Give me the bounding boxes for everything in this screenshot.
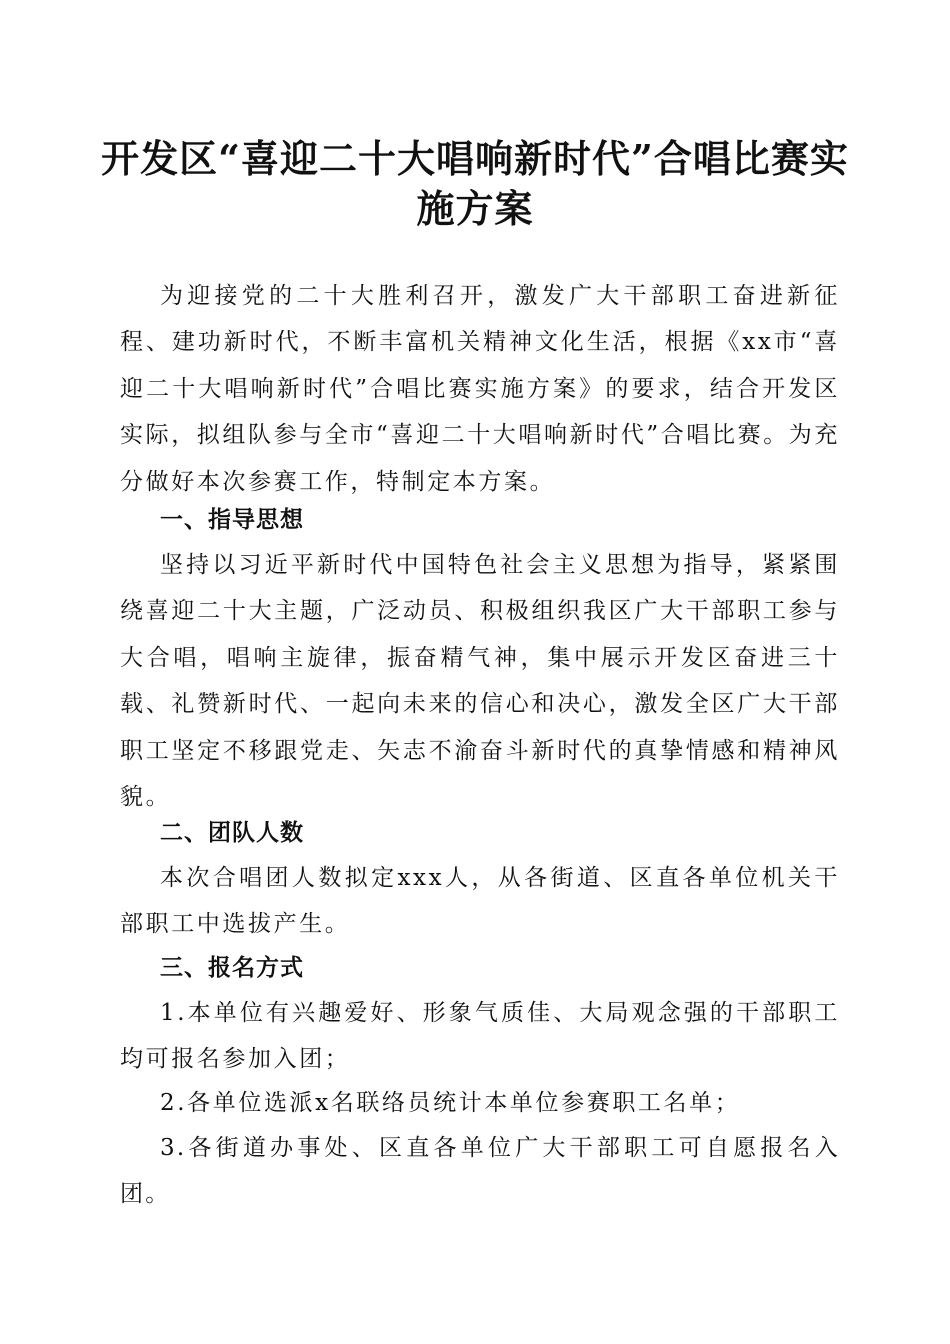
document-title-line-1: 开发区“喜迎二十大唱响新时代”合唱比赛实: [101, 136, 849, 181]
registration-item-1: 1.本单位有兴趣爱好、形象气质佳、大局观念强的干部职工均可报名参加入团；: [120, 1000, 840, 1073]
section-text-team-size: 本次合唱团人数拟定xxx人，从各街道、区直各单位机关干部职工中选拔产生。: [120, 865, 840, 938]
intro-paragraph: 为迎接党的二十大胜利召开，激发广大干部职工奋进新征程、建功新时代，不断丰富机关精神文化生活，根据《xx市“喜迎二十大唱响新时代”合唱比赛实施方案》的要求，结合开发区实际，拟组队参与全市“喜迎二十大唱响新时代”合唱比赛。为充分做好本次参赛工作，特制定本方案。: [120, 283, 840, 495]
section-heading-registration: 三、报名方式: [160, 955, 304, 981]
section-text-guiding-ideology: 坚持以习近平新时代中国特色社会主义思想为指导，紧紧围绕喜迎二十大主题，广泛动员、积极组织我区广大干部职工参与大合唱，唱响主旋律，振奋精气神，集中展示开发区奋进三十载、礼赞新时代、一起向未来的信心和决心，激发全区广大干部职工坚定不移跟党走、矢志不渝奋斗新时代的真挚情感和精神风貌。: [120, 552, 840, 811]
registration-item-3: 3.各街道办事处、区直各单位广大干部职工可自愿报名入团。: [120, 1135, 840, 1208]
document-title-line-2: 施方案: [416, 186, 534, 231]
section-heading-team-size: 二、团队人数: [160, 820, 304, 846]
registration-item-2: 2.各单位选派x名联络员统计本单位参赛职工名单；: [160, 1090, 741, 1116]
section-heading-guiding-ideology: 一、指导思想: [160, 507, 304, 533]
